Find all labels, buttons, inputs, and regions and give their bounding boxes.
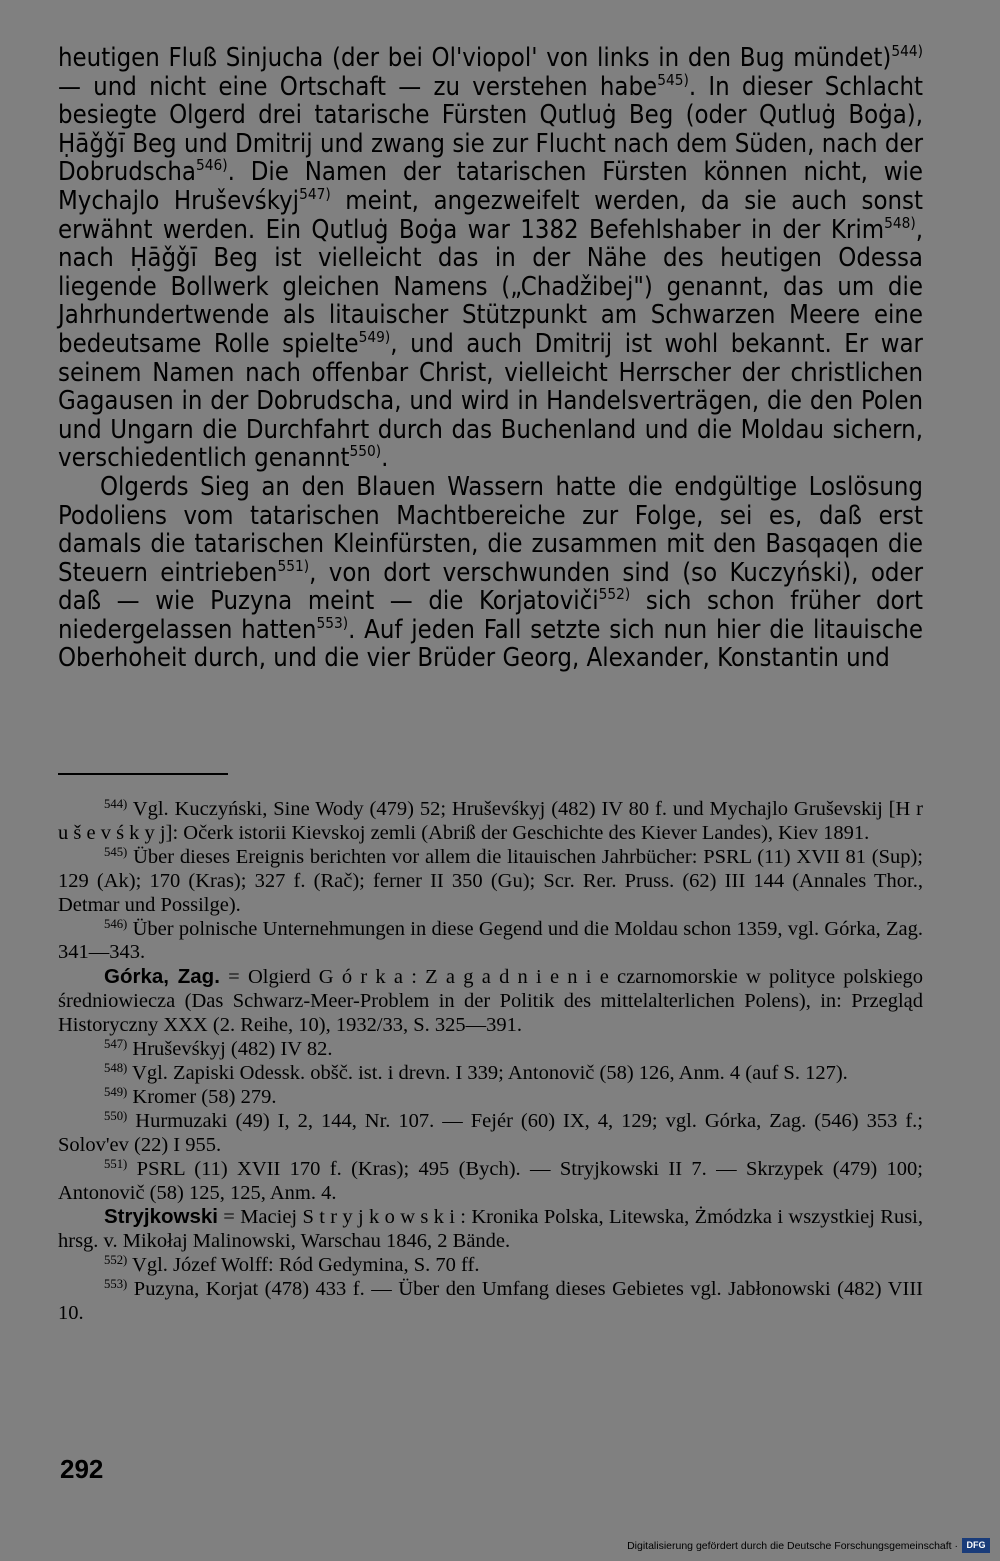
footnote-546	[58, 918, 923, 966]
footnote-number: 550)	[104, 1108, 128, 1123]
footnote-number: 546)	[104, 916, 128, 931]
footnote-ref-546[interactable]: 546)	[195, 156, 228, 175]
footnote-ref-550[interactable]: 550)	[349, 442, 382, 461]
footnote-text: Kromer (58) 279.	[127, 1085, 277, 1108]
footnote-552	[58, 1254, 923, 1278]
footnote-text: Über dieses Ereignis berichten vor allem die litauischen Jahrbücher: PSRL (11) XVII 81 (Sup); 129 (Ak); 170 (Kras); 327 f. (Rač); ferner II 350 (Gu); Scr. Rer. Pruss. (62) III 144 (Annales Thor., Detmar und Possilge).	[58, 845, 923, 916]
text-run: . Die Namen der tatarischen Fürsten können nicht, wie Mychajlo Hruševśkyj	[58, 157, 923, 216]
abbreviation-stryjkowski	[58, 1205, 923, 1254]
paragraph-1	[58, 44, 923, 473]
footnote-number: 551)	[104, 1156, 128, 1171]
footnote-separator	[58, 773, 228, 775]
footnote-text: Über polnische Unternehmungen in diese Gegend und die Moldau schon 1359, vgl. Górka, Zag. 341—343.	[58, 917, 923, 964]
paragraph-2	[58, 473, 923, 673]
footnote-ref-548[interactable]: 548)	[884, 213, 916, 232]
footnote-ref-551[interactable]: 551)	[277, 556, 310, 575]
footnote-549	[58, 1086, 923, 1110]
footnote-text: Vgl. Zapiski Odessk. obšč. ist. i drevn. I 339; Antonovič (58) 126, Anm. 4 (auf S. 127).	[127, 1061, 848, 1084]
footnotes	[58, 798, 923, 1326]
footnote-550	[58, 1110, 923, 1158]
abbreviation-gorka	[58, 965, 923, 1038]
text-run: meint, angezweifelt werden, da sie auch sonst erwähnt werden. Ein Qutluġ Boġa war 1382 Befehlshaber in der Krim	[58, 185, 923, 245]
footnote-number: 553)	[104, 1277, 128, 1292]
footnote-551	[58, 1158, 923, 1206]
main-text	[58, 44, 923, 673]
text-run: , von dort verschwunden sind (so Kuczyński), oder daß — wie Puzyna meint — die Korjatoviči	[58, 557, 923, 617]
footnote-544	[58, 798, 923, 846]
footnote-text: Vgl. Józef Wolff: Ród Gedymina, S. 70 ff.	[127, 1254, 480, 1277]
dfg-logo-icon: DFG	[962, 1538, 990, 1553]
footnote-ref-549[interactable]: 549)	[358, 328, 391, 346]
footnote-text: Vgl. Kuczyński, Sine Wody (479) 52; Hruševśkyj (482) IV 80 f. und Mychajlo Gruševskij [H r u š e v ś k y j]: Očerk istorii Kievskoj zemli (Abriß der Geschichte des Kiever Landes), Kiev 1891.	[58, 798, 923, 844]
footnote-ref-553[interactable]: 553)	[316, 613, 349, 632]
footnote-number: 549)	[104, 1084, 128, 1099]
page-number: 292	[60, 1454, 104, 1484]
digitization-credit: Digitalisierung gefördert durch die Deutsche Forschungsgemeinschaft ·	[627, 1540, 958, 1552]
footnote-548	[58, 1062, 923, 1086]
footnote-text: Hurmuzaki (49) I, 2, 144, Nr. 107. — Fejér (60) IX, 4, 129; vgl. Górka, Zag. (546) 353 f.; Solov'ev (22) I 955.	[58, 1109, 923, 1156]
footnote-number: 545)	[104, 844, 128, 859]
text-run: heutigen Fluß Sinjucha (der bei Ol'viopol' von links in den Bug mündet)	[58, 43, 892, 73]
footnote-ref-547[interactable]: 547)	[299, 185, 331, 204]
text-run: — und nicht eine Ortschaft — zu verstehen habe	[58, 71, 658, 102]
text-run: . In dieser Schlacht besiegte Olgerd drei tatarische Fürsten Qutluġ Beg (oder Qutluġ Boġa), Ḥāǧǧī Beg und Dmitrij und zwang sie zur Flucht nach dem Süden, nach der Dobrudscha	[58, 71, 923, 188]
abbreviation-text: = Maciej S t r y j k o w s k i : Kronika Polska, Litewska, Żmódzka i wszystkiej Rusi, hrsg. v. Mikołaj Malinowski, Warschau 1846, 2 Bände.	[58, 1206, 923, 1253]
footnote-text: PSRL (11) XVII 170 f. (Kras); 495 (Bych). — Stryjkowski II 7. — Skrzypek (479) 100; Antonovič (58) 125, 125, Anm. 4.	[58, 1157, 923, 1204]
footnote-ref-544[interactable]: 544)	[891, 42, 923, 61]
text-run: .	[381, 443, 389, 474]
text-run: . Auf jeden Fall setzte sich nun hier die litauische Oberhoheit durch, und die vier Brüder Georg, Alexander, Konstantin und	[58, 614, 924, 674]
footnote-ref-552[interactable]: 552)	[598, 585, 631, 604]
abbreviation-key: Górka, Zag.	[104, 965, 220, 989]
footnote-number: 547)	[104, 1037, 128, 1052]
text-run: , und auch Dmitrij ist wohl bekannt. Er war seinem Namen nach offenbar Christ, vielleicht Herrscher der christlichen Gagausen in der Dobrudscha, und wird in Handelsverträgen, die den Polen und Ungarn die Durchfahrt durch das Buchenland und die Moldau sichern, verschiedentlich genannt	[58, 328, 923, 474]
footnote-number: 552)	[104, 1253, 128, 1268]
abbreviation-text: = Olgierd G ó r k a : Z a g a d n i e n i e czarnomorskie w polityce polskiego średniowiecza (Das Schwarz-Meer-Problem in der Politik des mittelalterlichen Polens), in: Przegląd Historyczny XXX (2. Reihe, 10), 1932/33, S. 325—391.	[58, 966, 923, 1037]
abbreviation-key: Stryjkowski	[104, 1205, 218, 1229]
footnote-number: 544)	[104, 797, 128, 812]
footnote-553	[58, 1278, 923, 1326]
footnote-ref-545[interactable]: 545)	[657, 70, 689, 89]
footnote-text: Puzyna, Korjat (478) 433 f. — Über den Umfang dieses Gebietes vgl. Jabłonowski (482) VIII 10.	[58, 1278, 923, 1325]
text-run: Olgerds Sieg an den Blauen Wassern hatte die endgültige Loslösung Podoliens vom tatarischen Machtbereiche zur Folge, sei es, daß erst damals die tatarischen Kleinfürsten, die zusammen mit den Basqaqen die Steuern eintrieben	[58, 471, 923, 588]
footnote-number: 548)	[104, 1060, 128, 1075]
footnote-text: Hruševśkyj (482) IV 82.	[127, 1038, 333, 1061]
text-run: , nach Ḥāǧǧī Beg ist vielleicht das in der Nähe des heutigen Odessa liegende Bollwerk gleichen Namens („Chadžibej") genannt, das um die Jahrhundertwende als litauischer Stützpunkt am Schwarzen Meere eine bedeutsame Rolle spielte	[58, 214, 923, 359]
footnote-545	[58, 846, 923, 918]
footnote-547	[58, 1038, 923, 1062]
text-run: sich schon früher dort niedergelassen hatten	[58, 586, 923, 645]
